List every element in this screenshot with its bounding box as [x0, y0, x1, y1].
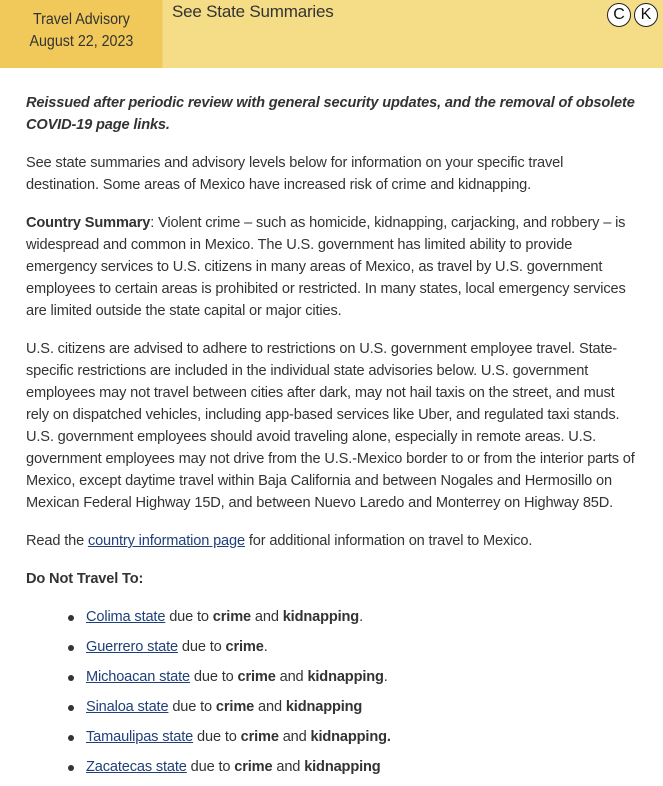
list-item [86, 666, 638, 696]
advisory-header [0, 0, 663, 68]
summaries-panel [163, 0, 663, 68]
country-information-link[interactable]: country information page [87, 533, 245, 549]
risk-kidnapping: kidnapping [282, 609, 360, 625]
restrictions-paragraph: U.S. citizens are advised to adhere to restrictions on U.S. government employee travel. State-specific restrictions are included in the individual state advisories below. U.S. government employees may not travel between cities after dark, may not hail taxis on the street, and must rely on dispatched vehicles, including app-based services like Uber, and regulated taxi stands. U.S. government employees should avoid traveling alone, especially in remote areas. U.S. government employees may not drive from the U.S.-Mexico border to or from the interior parts of Mexico, except daytime travel within Baja California and between Nogales and Hermosillo on Mexican Federal Highway 15D, and between Nuevo Laredo and Monterrey on Highway 85D. [26, 341, 635, 511]
country-summary-text: : Violent crime – such as homicide, kidnapping, carjacking, and robbery – is widespread and common in Mexico. The U.S. government has limited ability to provide emergency services to U.S. citizens in many areas of Mexico, as travel by U.S. government employees to certain areas is prohibited or restricted. In many states, local emergency services are limited outside the state capital or major cities. [26, 215, 626, 319]
reissued-note: Reissued after periodic review with general security updates, and the removal of obsolete COVID-19 page links. [26, 95, 635, 133]
and-text: and [275, 669, 308, 685]
due-to-text: due to [165, 609, 213, 625]
risk-crime: crime [237, 669, 276, 685]
end-text: . [263, 639, 268, 655]
do-not-travel-title: Do Not Travel To: [26, 571, 144, 587]
do-not-travel-list [26, 606, 638, 786]
country-summary-label: Country Summary [26, 215, 151, 231]
read-suffix: for additional information on travel to Mexico. [244, 533, 533, 549]
list-item [86, 636, 638, 666]
state-link-sinaloa[interactable]: Sinaloa state [86, 699, 169, 715]
risk-kidnapping: kidnapping [307, 669, 384, 685]
end-text: . [383, 669, 388, 685]
due-to-text: due to [186, 759, 235, 775]
state-link-zacatecas[interactable]: Zacatecas state [86, 759, 187, 775]
risk-crime: crime [234, 759, 273, 775]
and-text: and [251, 609, 283, 625]
risk-indicator-badges [607, 3, 658, 27]
end-text: . [359, 609, 363, 625]
kidnapping-badge[interactable]: K [634, 3, 658, 27]
due-to-text: due to [193, 729, 241, 745]
advisory-content [26, 92, 638, 786]
risk-kidnapping: kidnapping [285, 699, 363, 715]
state-link-guerrero[interactable]: Guerrero state [86, 639, 178, 655]
risk-crime: crime [225, 639, 264, 655]
and-text: and [272, 759, 305, 775]
advisory-label: Travel Advisory [32, 11, 130, 28]
and-text: and [278, 729, 311, 745]
due-to-text: due to [168, 699, 216, 715]
advisory-date-panel [0, 0, 163, 68]
state-link-michoacan[interactable]: Michoacan state [86, 669, 191, 685]
risk-crime: crime [215, 699, 255, 715]
intro-paragraph: See state summaries and advisory levels below for information on your specific travel destination. Some areas of Mexico have increased risk of crime and kidnapping. [26, 155, 564, 193]
list-item [86, 696, 638, 726]
due-to-text: due to [178, 639, 226, 655]
country-info-paragraph [26, 530, 638, 552]
list-item [86, 756, 638, 786]
risk-crime: crime [240, 729, 279, 745]
risk-kidnapping: kidnapping. [310, 729, 391, 745]
advisory-date: August 22, 2023 [29, 33, 134, 50]
see-state-summaries-link[interactable]: See State Summaries [172, 2, 334, 21]
risk-crime: crime [212, 609, 251, 625]
due-to-text: due to [190, 669, 238, 685]
risk-kidnapping: kidnapping [304, 759, 381, 775]
state-link-colima[interactable]: Colima state [86, 609, 166, 625]
list-item [86, 606, 638, 636]
and-text: and [254, 699, 286, 715]
read-prefix: Read the [26, 533, 88, 549]
state-link-tamaulipas[interactable]: Tamaulipas state [86, 729, 194, 745]
list-item [86, 726, 638, 756]
country-summary-paragraph [26, 212, 638, 322]
crime-badge[interactable]: C [607, 3, 631, 27]
